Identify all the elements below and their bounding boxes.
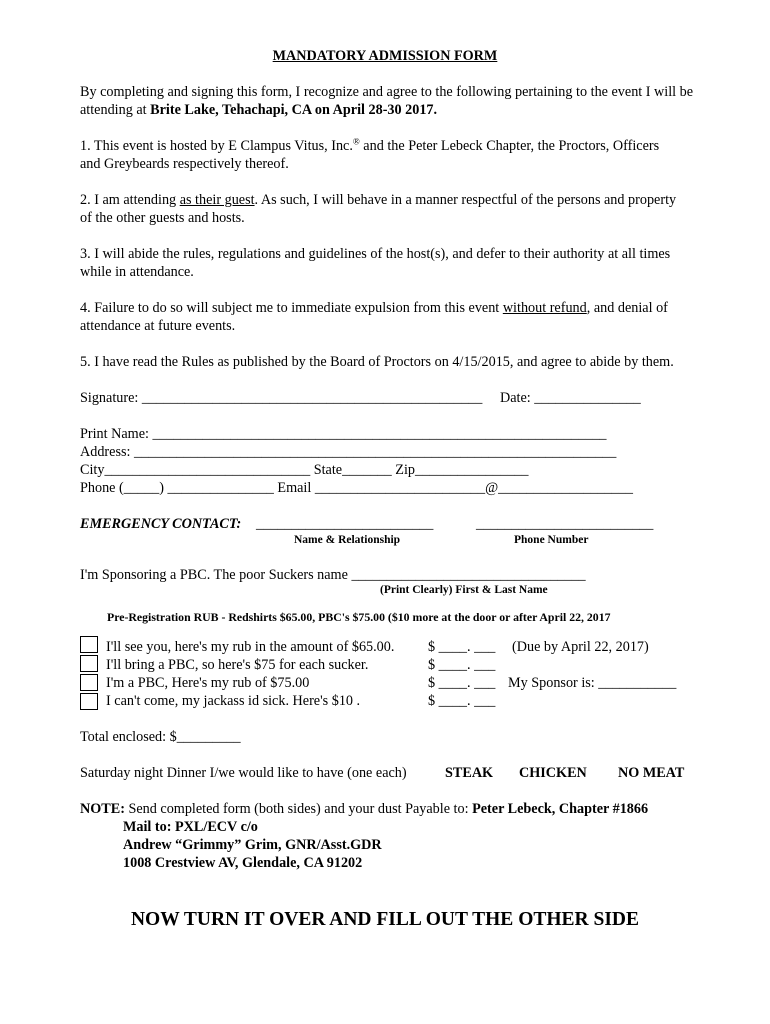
sponsor-caption: (Print Clearly) First & Last Name (380, 584, 548, 596)
emergency-contact-label: EMERGENCY CONTACT: (80, 516, 242, 532)
dinner-choice-chicken[interactable]: CHICKEN (519, 765, 587, 781)
dinner-choice-no-meat[interactable]: NO MEAT (618, 765, 685, 781)
emergency-name-caption: Name & Relationship (294, 534, 401, 546)
option-checkbox-2[interactable] (80, 655, 98, 672)
option-label-2: I'll bring a PBC, so here's $75 for each sucker. (106, 657, 369, 673)
print-name-field[interactable]: Print Name: ________________________________________________________________ (80, 426, 607, 442)
intro-text: By completing and signing this form, I recognize and agree to the following pertaining to the event I will be attending at (80, 84, 694, 118)
item-4-underlined: without refund (502, 300, 587, 316)
dinner-choice-steak[interactable]: STEAK (445, 765, 494, 781)
option-label-1: I'll see you, here's my rub in the amount of $65.00. (106, 639, 395, 655)
sponsor-name-field[interactable]: My Sponsor is: ___________ (508, 675, 677, 691)
note-text: Send completed form (both sides) and your dust Payable to: (124, 801, 473, 817)
emergency-phone-line[interactable]: _________________________ (476, 516, 654, 532)
item-5: 5. I have read the Rules as published by the Board of Proctors on 4/15/2015, and agree to abide by them. (80, 354, 674, 370)
dinner-text: Saturday night Dinner I/we would like to have (one each) (80, 765, 407, 781)
note-label: NOTE: (80, 801, 125, 817)
signature-field[interactable]: Signature: ________________________________________________ (80, 390, 483, 406)
mail-line-1: Mail to: PXL/ECV c/o (123, 819, 258, 835)
item-1-text: 1. This event is hosted by E Clampus Vitus, Inc. (80, 138, 353, 154)
item-3: 3. I will abide the rules, regulations and guidelines of the host(s), and defer to their authority at all times while in attendance. (80, 246, 671, 280)
note-paragraph (80, 800, 648, 818)
item-2-text-cont: . As such, I will behave in a manner respectful of the persons and property of the other guests and hosts. (80, 192, 677, 226)
sponsor-field[interactable]: I'm Sponsoring a PBC. The poor Suckers name _________________________________ (80, 567, 586, 583)
item-4-text: 4. Failure to do so will subject me to immediate expulsion from this event (80, 300, 503, 316)
item-2-underlined: as their guest (179, 192, 255, 208)
item-2-text: 2. I am attending (80, 192, 180, 208)
prereg-text: Pre-Registration RUB - Redshirts $65.00, PBC's $75.00 ($10 more at the door or after April 22, 2017 (107, 610, 611, 624)
option-amount-4[interactable]: $ ____. ___ (428, 693, 496, 709)
total-enclosed-field[interactable]: Total enclosed: $_________ (80, 729, 241, 745)
item-4-text-cont: , and denial of attendance at future events. (80, 300, 668, 334)
option-amount-1[interactable]: $ ____. ___ (428, 639, 496, 655)
option-label-3: I'm a PBC, Here's my rub of $75.00 (106, 675, 310, 691)
item-1-text-cont: and the Peter Lebeck Chapter, the Proctors, Officers and Greybeards respectively thereof. (80, 138, 660, 172)
address-field[interactable]: Address: ____________________________________________________________________ (80, 444, 617, 460)
date-field[interactable]: Date: _______________ (500, 390, 641, 406)
option-label-4: I can't come, my jackass id sick. Here's $10 . (106, 693, 361, 709)
event-location: Brite Lake, Tehachapi, CA on April 28-30 2017. (150, 102, 438, 118)
emergency-phone-caption: Phone Number (514, 534, 589, 546)
item-2 (80, 191, 680, 227)
option-note-1: (Due by April 22, 2017) (512, 639, 649, 655)
option-amount-2[interactable]: $ ____. ___ (428, 657, 496, 673)
registered-mark: ® (352, 136, 360, 147)
option-amount-3[interactable]: $ ____. ___ (428, 675, 496, 691)
item-1 (80, 137, 665, 173)
option-checkbox-1[interactable] (80, 636, 98, 653)
mail-line-3: 1008 Crestview AV, Glendale, CA 91202 (123, 855, 363, 871)
emergency-name-line[interactable]: _________________________ (256, 516, 434, 532)
phone-email-field[interactable]: Phone (_____) _______________ Email ________________________@___________________ (80, 480, 633, 496)
mail-line-2: Andrew “Grimmy” Grim, GNR/Asst.GDR (123, 837, 382, 853)
footer-instruction: NOW TURN IT OVER AND FILL OUT THE OTHER SIDE (130, 909, 640, 930)
city-state-zip-field[interactable]: City_____________________________ State_______ Zip________________ (80, 462, 529, 478)
page-title: MANDATORY ADMISSION FORM (272, 48, 498, 64)
item-4 (80, 299, 705, 335)
intro-paragraph (80, 83, 700, 119)
payee: Peter Lebeck, Chapter #1866 (472, 801, 649, 817)
option-checkbox-4[interactable] (80, 693, 98, 710)
option-checkbox-3[interactable] (80, 674, 98, 691)
